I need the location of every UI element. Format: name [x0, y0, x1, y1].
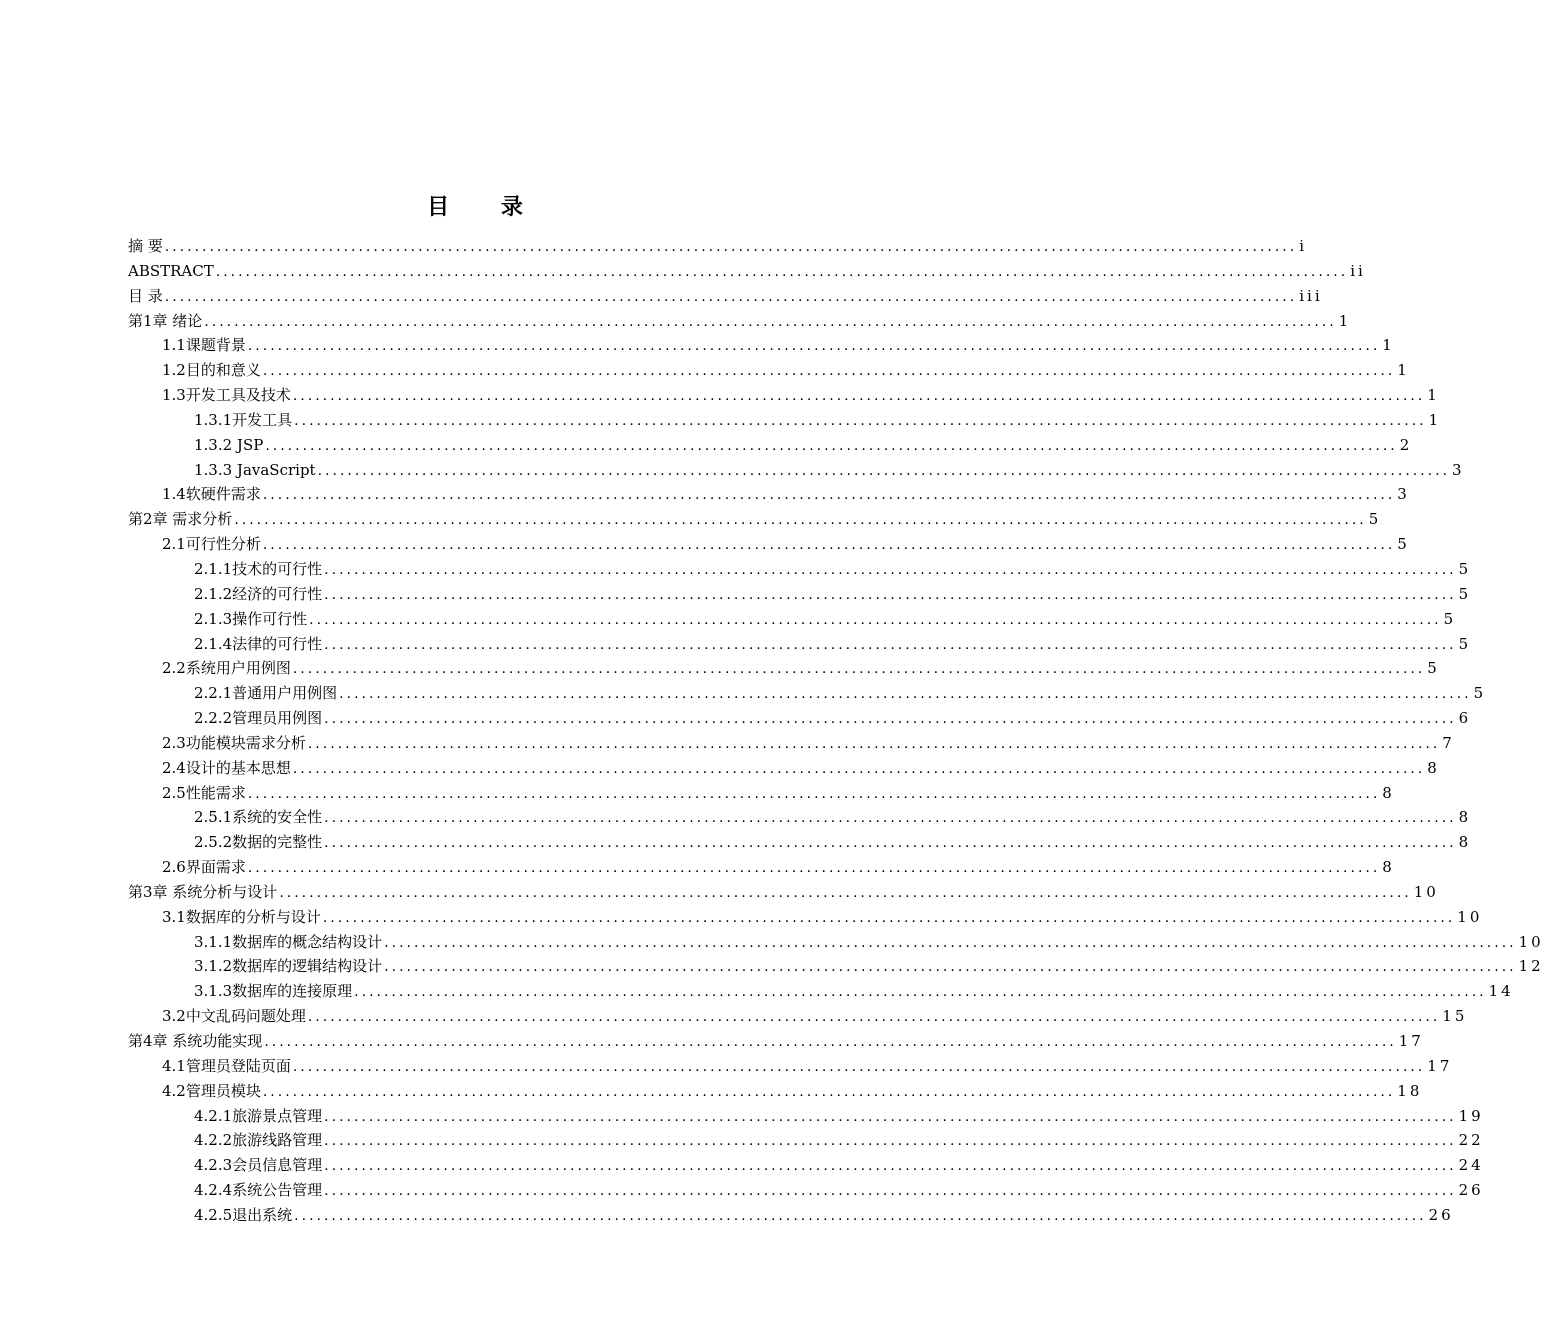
toc-entry-title: 1.3.3 JavaScript: [194, 460, 316, 479]
toc-entry-page: 1: [1338, 311, 1352, 330]
dot-leader: [265, 433, 1397, 458]
dot-leader: [324, 1178, 1456, 1203]
toc-entry[interactable]: [128, 333, 1395, 358]
toc-entry-title: 3.1.2数据库的逻辑结构设计: [194, 957, 383, 976]
toc-entry[interactable]: [128, 632, 1472, 657]
toc-entry[interactable]: [128, 408, 1442, 433]
toc-entry-title: 2.2.2管理员用例图: [194, 709, 323, 728]
dot-leader: [324, 632, 1456, 657]
toc-entry-page: 1: [1397, 361, 1410, 380]
toc-entry-title: 2.5.1系统的安全性: [194, 808, 323, 827]
dot-leader: [324, 582, 1456, 607]
dot-leader: [324, 1153, 1456, 1178]
dot-leader: [324, 1104, 1456, 1129]
toc-entry-title: 第2章 需求分析: [128, 510, 233, 529]
dot-leader: [204, 309, 1336, 334]
dot-leader: [293, 383, 1425, 408]
toc-entry[interactable]: [128, 607, 1457, 632]
toc-entry[interactable]: [128, 1203, 1454, 1228]
dot-leader: [308, 1004, 1440, 1029]
toc-entry-title: 4.2.4系统公告管理: [194, 1181, 323, 1200]
toc-entry-page: 14: [1488, 982, 1514, 1001]
toc-entry-title: 1.3.2 JSP: [194, 435, 264, 454]
toc-entry[interactable]: [128, 482, 1410, 507]
toc-entry[interactable]: [128, 880, 1439, 905]
toc-entry[interactable]: [128, 1104, 1484, 1129]
dot-leader: [263, 532, 1395, 557]
toc-entry-page: 26: [1458, 1181, 1484, 1200]
toc-entry-title: 4.2.3会员信息管理: [194, 1156, 323, 1175]
toc-entry-page: 5: [1473, 684, 1487, 703]
toc-entry-page: 17: [1427, 1056, 1453, 1075]
toc-entry[interactable]: [128, 731, 1455, 756]
toc-entry-page: 5: [1427, 659, 1440, 678]
toc-entry-page: 8: [1427, 758, 1440, 777]
toc-entry-title: 1.1课题背景: [162, 336, 246, 355]
toc-entry[interactable]: [128, 930, 1544, 955]
toc-entry-title: 2.5性能需求: [162, 783, 246, 802]
toc-entry-title: 3.1数据库的分析与设计: [162, 907, 321, 926]
toc-entry-title: 1.2目的和意义: [162, 361, 261, 380]
dot-leader: [324, 805, 1456, 830]
toc-entry[interactable]: [128, 781, 1395, 806]
toc-entry-page: i: [1299, 237, 1308, 255]
dot-leader: [294, 1203, 1426, 1228]
toc-entry-title: 2.1.1技术的可行性: [194, 559, 323, 578]
toc-entry-page: 5: [1397, 535, 1410, 554]
toc-entry[interactable]: [128, 979, 1514, 1004]
dot-leader: [309, 607, 1441, 632]
toc-entry-page: 3: [1397, 485, 1410, 504]
dot-leader: [294, 408, 1426, 433]
dot-leader: [165, 284, 1297, 309]
toc-entry-page: 5: [1443, 609, 1457, 628]
toc-entry-title: 第1章 绪论: [128, 311, 203, 330]
toc-entry-title: 2.3功能模块需求分析: [162, 733, 306, 752]
toc-entry[interactable]: [128, 1079, 1423, 1104]
toc-entry-page: 17: [1398, 1032, 1424, 1050]
toc-entry-title: 2.1.3操作可行性: [194, 609, 308, 628]
toc-entry-title: 4.2管理员模块: [162, 1081, 261, 1100]
dot-leader: [308, 731, 1440, 756]
toc-entry-page: 8: [1458, 808, 1472, 827]
dot-leader: [248, 855, 1380, 880]
toc-entry-title: 1.4软硬件需求: [162, 485, 261, 504]
toc-entry-title: 第3章 系统分析与设计: [128, 882, 278, 901]
dot-leader: [248, 333, 1380, 358]
toc-entry-page: 1: [1427, 386, 1440, 405]
toc-entry-title: 2.4设计的基本思想: [162, 758, 291, 777]
toc-entry[interactable]: [128, 532, 1410, 557]
toc-entry[interactable]: [128, 582, 1472, 607]
toc-entry-page: 6: [1458, 709, 1472, 728]
toc-entry-page: 8: [1382, 783, 1395, 802]
toc-entry-page: 26: [1428, 1205, 1454, 1224]
toc-entry-title: 摘 要: [128, 237, 163, 255]
toc-entry[interactable]: [128, 1054, 1453, 1079]
toc-entry-page: 10: [1518, 932, 1544, 951]
toc-entry-page: 8: [1458, 833, 1472, 852]
toc-entry-title: 2.1.4法律的可行性: [194, 634, 323, 653]
toc-entry[interactable]: [128, 1128, 1484, 1153]
dot-leader: [263, 1079, 1395, 1104]
toc-entry[interactable]: [128, 507, 1382, 532]
toc-entry-page: 5: [1368, 510, 1382, 529]
dot-leader: [216, 259, 1348, 284]
dot-leader: [384, 954, 1516, 979]
dot-leader: [323, 905, 1455, 930]
toc-entry-page: 5: [1458, 559, 1472, 578]
toc-entry-page: 1: [1382, 336, 1395, 355]
toc-entry[interactable]: [128, 1153, 1484, 1178]
toc-entry-page: 22: [1458, 1131, 1484, 1150]
toc-entry-title: 2.2系统用户用例图: [162, 659, 291, 678]
dot-leader: [324, 557, 1456, 582]
dot-leader: [263, 358, 1395, 383]
dot-leader: [384, 930, 1516, 955]
toc-entry-title: 3.2中文乱码问题处理: [162, 1007, 306, 1026]
toc-entry-title: 4.2.5退出系统: [194, 1205, 293, 1224]
toc-entry[interactable]: [128, 954, 1544, 979]
toc-entry[interactable]: [128, 1178, 1484, 1203]
toc-entry[interactable]: [128, 830, 1472, 855]
dot-leader: [293, 1054, 1425, 1079]
toc-entry-page: 15: [1442, 1007, 1468, 1026]
toc-entry[interactable]: [128, 458, 1465, 483]
toc-entry[interactable]: [128, 756, 1440, 781]
toc-entry[interactable]: [128, 358, 1410, 383]
toc-entry[interactable]: [128, 433, 1413, 458]
toc-entry[interactable]: [128, 309, 1352, 334]
toc-entry-title: 1.3.1开发工具: [194, 410, 293, 429]
toc-entry-page: 24: [1458, 1156, 1484, 1175]
dot-leader: [324, 1128, 1456, 1153]
toc-entry-page: iii: [1299, 286, 1323, 305]
dot-leader: [165, 234, 1297, 259]
toc-entry-title: 4.1管理员登陆页面: [162, 1056, 291, 1075]
toc-entry-page: 5: [1458, 634, 1472, 653]
toc-entry[interactable]: [128, 855, 1395, 880]
toc-entry-title: 3.1.1数据库的概念结构设计: [194, 932, 383, 951]
dot-leader: [279, 880, 1411, 905]
page-title: 目 录: [427, 195, 545, 220]
toc-entry[interactable]: [128, 905, 1483, 930]
toc-entry[interactable]: [128, 234, 1308, 259]
dot-leader: [293, 656, 1425, 681]
toc-entry-page: 10: [1413, 882, 1439, 901]
toc-entry-title: 3.1.3数据库的连接原理: [194, 982, 353, 1001]
toc-entry-page: 2: [1399, 435, 1413, 454]
toc-entry-page: 12: [1518, 957, 1544, 976]
toc-entry-title: 4.2.2旅游线路管理: [194, 1131, 323, 1150]
toc-entry-page: 7: [1442, 733, 1455, 752]
toc-entry-title: 4.2.1旅游景点管理: [194, 1106, 323, 1125]
dot-leader: [324, 830, 1456, 855]
toc-entry-page: 3: [1452, 460, 1465, 479]
dot-leader: [248, 781, 1380, 806]
toc-entry-page: 1: [1428, 410, 1442, 429]
toc-entry-title: ABSTRACT: [128, 261, 214, 280]
toc-entry[interactable]: [128, 284, 1323, 309]
toc-entry[interactable]: [128, 706, 1472, 731]
toc-entry-title: 2.6界面需求: [162, 858, 246, 877]
toc-entry-title: 1.3开发工具及技术: [162, 386, 291, 405]
dot-leader: [264, 1029, 1396, 1054]
toc-entry[interactable]: [128, 557, 1472, 582]
toc-entry[interactable]: [128, 1004, 1468, 1029]
table-of-contents: [128, 234, 1544, 1228]
toc-entry-page: 19: [1458, 1106, 1484, 1125]
toc-entry-title: 目 录: [128, 286, 163, 305]
toc-entry-title: 2.1.2经济的可行性: [194, 584, 323, 603]
dot-leader: [354, 979, 1486, 1004]
dot-leader: [293, 756, 1425, 781]
toc-entry[interactable]: [128, 1029, 1424, 1054]
toc-entry[interactable]: [128, 656, 1440, 681]
toc-entry-title: 第4章 系统功能实现: [128, 1032, 263, 1050]
dot-leader: [263, 482, 1395, 507]
toc-entry-page: 8: [1382, 858, 1395, 877]
dot-leader: [339, 681, 1471, 706]
dot-leader: [324, 706, 1456, 731]
toc-entry-page: ii: [1350, 261, 1366, 280]
toc-entry[interactable]: [128, 805, 1472, 830]
dot-leader: [318, 458, 1450, 483]
dot-leader: [234, 507, 1366, 532]
toc-entry-title: 2.5.2数据的完整性: [194, 833, 323, 852]
toc-entry[interactable]: [128, 259, 1366, 284]
toc-entry-title: 2.2.1普通用户用例图: [194, 684, 338, 703]
toc-entry[interactable]: [128, 681, 1487, 706]
toc-entry-page: 10: [1457, 907, 1483, 926]
toc-entry-page: 18: [1397, 1081, 1423, 1100]
toc-entry[interactable]: [128, 383, 1440, 408]
toc-entry-page: 5: [1458, 584, 1472, 603]
toc-entry-title: 2.1可行性分析: [162, 535, 261, 554]
